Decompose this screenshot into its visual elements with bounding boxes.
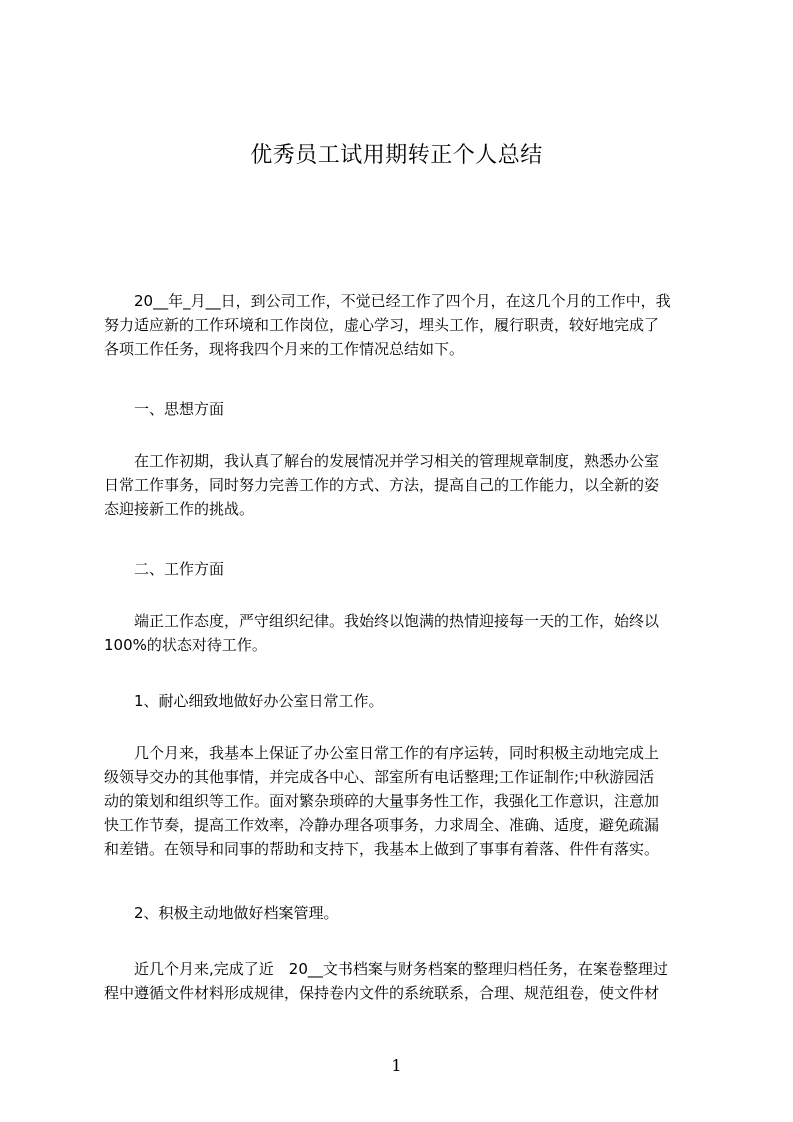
subsection-heading-archive: 2、积极主动地做好档案管理。 [134, 904, 339, 922]
paragraph-line: 在工作初期，我认真了解台的发展情况并学习相关的管理规章制度，熟悉办公室 [104, 452, 660, 470]
subsection-office-paragraph [104, 741, 710, 861]
paragraph-line: 100%的状态对待工作。 [104, 636, 267, 654]
intro-paragraph [104, 289, 710, 361]
paragraph-line: 动的策划和组织等工作。面对繁杂琐碎的大量事务性工作，我强化工作意识，注意加 [104, 792, 660, 810]
paragraph-line: 近几个月来,完成了近 20__文书档案与财务档案的整理归档任务，在案卷整理过 [104, 960, 668, 978]
page-number: 1 [391, 1056, 402, 1075]
section-heading-work: 二、工作方面 [134, 560, 225, 578]
paragraph-line: 和差错。在领导和同事的帮助和支持下，我基本上做到了事事有着落、件件有落实。 [104, 840, 660, 858]
paragraph-line: 日常工作事务，同时努力完善工作的方式、方法，提高自己的工作能力，以全新的姿 [104, 476, 660, 494]
section-work-paragraph [104, 609, 710, 657]
paragraph-line: 级领导交办的其他事情，并完成各中心、部室所有电话整理;工作证制作;中秋游园活 [104, 768, 655, 786]
paragraph-line: 快工作节奏，提高工作效率，冷静办理各项事务，力求周全、准确、适度，避免疏漏 [104, 816, 660, 834]
intro-line: 20__年_月__日，到公司工作，不觉已经工作了四个月，在这几个月的工作中，我 [104, 292, 671, 310]
paragraph-line: 端正工作态度，严守组织纪律。我始终以饱满的热情迎接每一天的工作，始终以 [104, 612, 660, 630]
paragraph-line: 几个月来，我基本上保证了办公室日常工作的有序运转，同时积极主动地完成上 [104, 744, 660, 762]
paragraph-line: 程中遵循文件材料形成规律，保持卷内文件的系统联系，合理、规范组卷，使文件材 [104, 984, 660, 1002]
section-heading-thought: 一、思想方面 [134, 400, 225, 418]
paragraph-line: 态迎接新工作的挑战。 [104, 500, 255, 518]
subsection-heading-office: 1、耐心细致地做好办公室日常工作。 [134, 692, 384, 710]
intro-line: 各项工作任务，现将我四个月来的工作情况总结如下。 [104, 340, 465, 358]
intro-line: 努力适应新的工作环境和工作岗位，虚心学习，埋头工作，履行职责，较好地完成了 [104, 316, 660, 334]
document-title: 优秀员工试用期转正个人总结 [250, 143, 543, 168]
subsection-archive-paragraph [104, 957, 710, 1005]
section-thought-paragraph [104, 449, 710, 521]
